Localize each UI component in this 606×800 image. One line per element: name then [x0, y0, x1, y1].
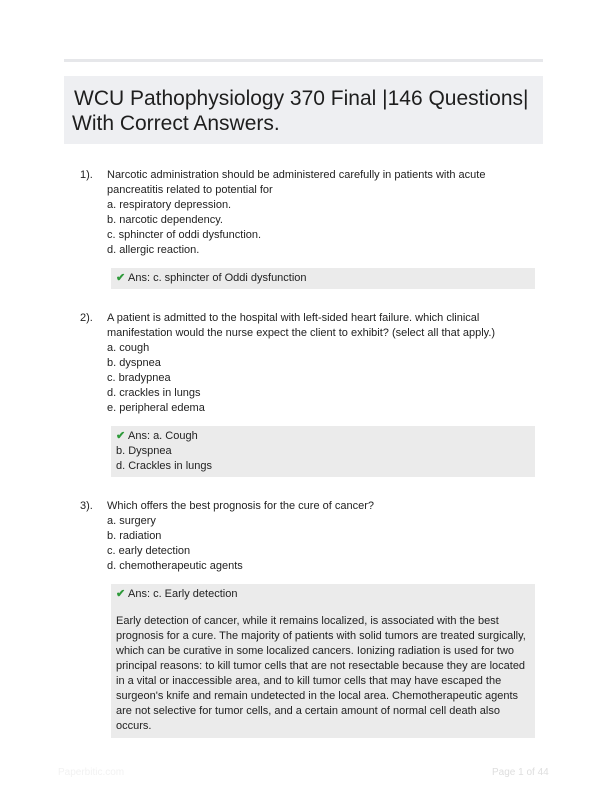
option: d. chemotherapeutic agents	[107, 560, 243, 572]
title-line-2: With Correct Answers.	[72, 112, 280, 135]
answer-text: b. Dyspnea	[116, 445, 172, 457]
question-number: 2).	[80, 312, 93, 324]
option: d. allergic reaction.	[107, 244, 200, 256]
question-stem: Narcotic administration should be administered carefully in patients with acute	[107, 169, 486, 181]
question-stem: A patient is admitted to the hospital with left-sided heart failure. which clinical	[107, 312, 480, 324]
option: e. peripheral edema	[107, 402, 205, 414]
check-mark-icon: ✔	[116, 588, 126, 600]
answer-text: d. Crackles in lungs	[116, 460, 212, 472]
option: c. early detection	[107, 545, 191, 557]
answer-box	[111, 584, 535, 738]
answer-text: Ans: c. sphincter of Oddi dysfunction	[128, 272, 307, 284]
top-divider	[64, 59, 543, 62]
document-title-box	[64, 76, 543, 144]
option: c. sphincter of oddi dysfunction.	[107, 229, 262, 241]
document-title	[72, 86, 528, 136]
title-line-1: WCU Pathophysiology 370 Final |146 Questions|	[74, 87, 529, 110]
check-mark-icon: ✔	[116, 272, 126, 284]
answer-box	[111, 268, 535, 289]
answer-box	[111, 426, 535, 477]
footer-watermark: Paperbitic.com	[58, 767, 125, 778]
check-mark-icon: ✔	[116, 430, 126, 442]
question-number: 1).	[80, 169, 93, 181]
answer-text: Ans: a. Cough	[128, 430, 198, 442]
question-2	[80, 311, 540, 477]
question-stem: Which offers the best prognosis for the cure of cancer?	[107, 500, 374, 512]
option: b. dyspnea	[107, 357, 161, 369]
option: c. bradypnea	[107, 372, 171, 384]
question-stem: manifestation would the nurse expect the client to exhibit? (select all that apply.)	[107, 327, 496, 339]
option: b. narcotic dependency.	[107, 214, 223, 226]
page-number: Page 1 of 44	[492, 767, 549, 778]
option: b. radiation	[107, 530, 162, 542]
question-stem: pancreatitis related to potential for	[107, 184, 273, 196]
question-1	[80, 168, 540, 289]
answer-explanation: Early detection of cancer, while it remains localized, is associated with the best prognosis for a cure. The majority of patients with solid tumors are treated surgically, which can be curative in some localized cancers. Ionizing radiation is used for two principal reasons: to kill tumor cells that are not resectable because they are located in a vital or inaccessible area, and to kill tumor cells that may have escaped the surgeon's knife and remain undetected in the local area. Chemotherapeutic agents are not selective for tumor cells, and a certain amount of normal cell death also occurs.	[116, 615, 526, 732]
question-number: 3).	[80, 500, 93, 512]
option: a. cough	[107, 342, 150, 354]
answer-text: Ans: c. Early detection	[128, 588, 238, 600]
question-3	[80, 499, 540, 738]
option: a. surgery	[107, 515, 156, 527]
option: d. crackles in lungs	[107, 387, 201, 399]
option: a. respiratory depression.	[107, 199, 232, 211]
